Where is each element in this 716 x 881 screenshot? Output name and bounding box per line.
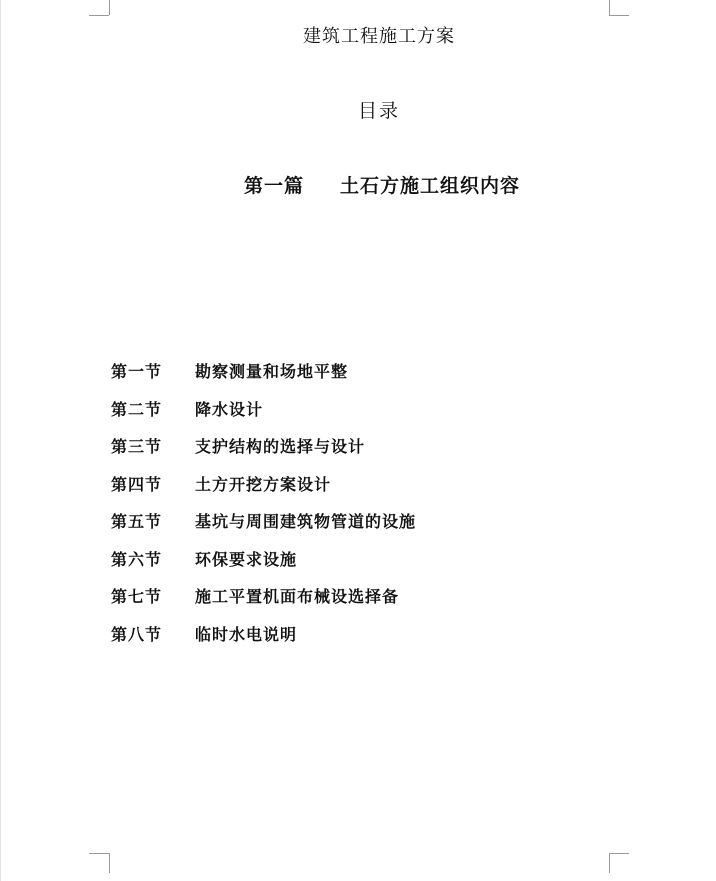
toc-entry: [111, 434, 416, 472]
section-number: 第六节: [111, 549, 163, 569]
toc-heading: 目录: [357, 100, 400, 122]
section-number: 第一节: [111, 362, 163, 381]
section-title: 施工平置机面布械设选择备: [195, 587, 400, 606]
section-title: 降水设计: [195, 399, 264, 419]
section-number: 第五节: [111, 512, 163, 531]
part-number: 第一篇: [244, 175, 305, 197]
section-title: 临时水电说明: [195, 624, 298, 644]
toc-entry: [111, 584, 416, 622]
section-number: 第四节: [111, 474, 163, 494]
section-number: 第八节: [111, 624, 163, 644]
toc-entry: [111, 397, 416, 435]
section-title: 勘察测量和场地平整: [195, 362, 349, 381]
section-title: 基坑与周围建筑物管道的设施: [195, 512, 417, 531]
part-heading: [244, 171, 520, 198]
toc-entry: [111, 622, 416, 660]
toc-list: [111, 359, 416, 659]
section-title: 环保要求设施: [195, 549, 298, 569]
section-number: 第三节: [111, 437, 163, 456]
section-number: 第二节: [111, 399, 163, 419]
toc-entry: [111, 359, 416, 397]
section-title: 土方开挖方案设计: [195, 474, 332, 494]
toc-entry: [111, 472, 416, 510]
document-title: 建筑工程施工方案: [303, 26, 455, 47]
toc-entry: [111, 509, 416, 547]
part-title: 土石方施工组织内容: [340, 175, 521, 197]
section-number: 第七节: [111, 587, 163, 606]
toc-entry: [111, 547, 416, 585]
section-title: 支护结构的选择与设计: [195, 437, 366, 456]
